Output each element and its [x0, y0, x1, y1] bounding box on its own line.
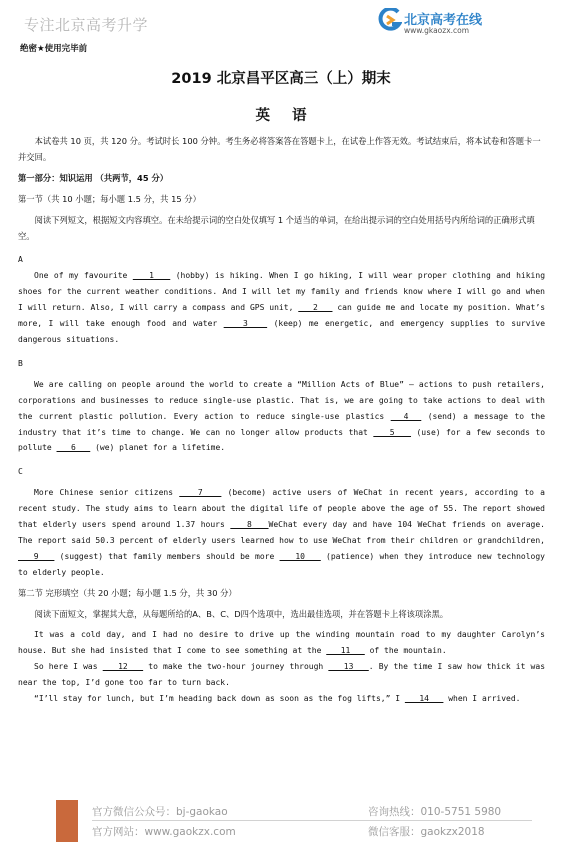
passage-text-run: “I’ll stay for lunch, but I’m heading back down as soon as the fog lifts,” I: [34, 694, 405, 704]
answer-blank: 8: [230, 520, 269, 530]
passage-text-run: . By the time I saw how thick it was near the top, I’d gone too far to turn back.: [18, 662, 546, 688]
gaokao-logo-icon: [378, 8, 402, 32]
passage-text-run: We are calling on people around the world to create a “Million Acts of Blue” — actions to push retailers, corporations and businesses to reduce single-use plastic. That is, we are going to take actions to deal with the current plastic pollution. Every action to reduce single-use plastics: [18, 379, 545, 421]
passage-text-run: (use) for a few seconds to pollute: [18, 427, 546, 453]
exam-content: [18, 134, 545, 707]
footer-divider: [92, 820, 532, 821]
section1-heading: 第一节（共 10 小题；每小题 1.5 分，共 15 分）: [18, 193, 201, 204]
passage-text-run: It was a cold day, and I had no desire to drive up the winding mountain road to my daughter Carolyn’s house. But she had insisted that I come to see something at the: [18, 630, 545, 656]
part1-heading: 第一部分：知识运用 （共两节，45 分）: [18, 172, 169, 183]
answer-blank: 3: [223, 319, 268, 329]
passage-text-run: WeChat every day and have 104 WeChat friends on average. The report said 50.3 percent of elderly users learned how to use WeChat from their children or grandchildren,: [18, 520, 545, 545]
answer-blank: 11: [326, 646, 365, 656]
passage-text-run: when I arrived.: [443, 694, 521, 704]
passage-b: [18, 356, 545, 456]
confidential-label: 绝密★使用完毕前: [20, 44, 88, 54]
cloze-paragraph: [18, 659, 545, 691]
answer-blank: 9: [18, 551, 55, 561]
passage-label: A: [18, 255, 23, 265]
passage-text-run: (patience) when they introduce new technology to elderly people.: [18, 551, 546, 577]
passage-label: C: [18, 467, 23, 477]
section2-heading: 第二节 完形填空（共 20 小题；每小题 1.5 分，共 30 分）: [18, 587, 237, 598]
answer-blank: 5: [373, 427, 412, 437]
header-slogan: 专注北京高考升学: [24, 16, 149, 34]
answer-blank: 7: [179, 488, 222, 498]
section1-instructions: 阅读下列短文，根据短文内容填空。在未给提示词的空白处仅填写 1 个适当的单词，在给出提示词的空白处用括号内所给词的正确形式填空。: [18, 214, 535, 241]
answer-blank: 14: [404, 694, 444, 704]
passage-text-run: (hobby) is hiking. When I go hiking, I will wear proper clothing and hiking shoes for the current weather conditions. And I will let my family and friends know where I will go and when I will return. Also, I will carry a compass and GPS unit,: [18, 271, 546, 313]
passage-text-run: can guide me and locate my position. What’s more, I will take enough food and water: [18, 303, 546, 329]
exam-instructions: 本试卷共 10 页，共 120 分。考试时长 100 分钟。考生务必将答案答在答题卡上，在试卷上作答无效。考试结束后，将本试卷和答题卡一并交回。: [18, 136, 541, 162]
answer-blank: 13: [328, 662, 369, 672]
passage-text-run: (we) planet for a lifetime.: [90, 443, 226, 453]
exam-title: 2019 北京昌平区高三（上）期末: [171, 71, 391, 87]
passage-text-run: (suggest) that family members should be more: [54, 551, 280, 561]
cloze-paragraph: [18, 691, 545, 707]
passage-c: [18, 464, 545, 580]
passage-text-run: (become) active users of WeChat in recent years, according to a recent study. The study aims to learn about the digital life of people above the age of 55. The report showed that elderly users spend around 1.37 hours: [18, 488, 545, 530]
answer-blank: 12: [102, 662, 144, 672]
header-brand-url: www.gkaozx.com: [404, 26, 470, 35]
footer-hotline: 咨询热线：010-5751 5980: [368, 806, 502, 818]
passage-text: [18, 268, 545, 348]
passage-text-run: to make the two-hour journey through: [143, 662, 329, 672]
page-footer: [0, 800, 562, 842]
passage-text-run: (keep) me energetic, and emergency supplies to survive dangerous situations.: [18, 319, 546, 344]
section2-instructions: 阅读下面短文，掌握其大意，从每题所给的A、B、C、D四个选项中，选出最佳选项，并在答题卡上将该项涂黑。: [34, 608, 449, 619]
passage-text-run: (send) a message to the industry that it’s time to change. We can no longer allow products that: [18, 411, 546, 437]
footer-service: 微信客服：gaokzx2018: [368, 826, 485, 838]
footer-accent-bar: [56, 800, 78, 842]
answer-blank: 1: [132, 271, 171, 281]
answer-blank: 2: [298, 303, 333, 313]
passage-a: [18, 252, 545, 347]
exam-subject: 英语: [255, 108, 329, 124]
passage-text-run: of the mountain.: [364, 646, 447, 656]
passage-text: [18, 485, 545, 580]
answer-blank: 10: [279, 551, 321, 561]
footer-website: 官方网站：www.gaokzx.com: [92, 826, 236, 838]
answer-blank: 6: [56, 443, 91, 453]
page-header: [0, 0, 562, 40]
cloze-paragraph: [18, 627, 545, 659]
passage-text-run: One of my favourite: [34, 271, 133, 281]
header-brand-name: 北京高考在线: [404, 13, 483, 28]
passage-text-run: So here I was: [34, 662, 103, 672]
passage-text-run: More Chinese senior citizens: [34, 488, 180, 498]
passage-label: B: [18, 358, 23, 368]
footer-wechat: 官方微信公众号：bj-gaokao: [92, 806, 228, 818]
answer-blank: 4: [390, 411, 422, 421]
passage-text: [18, 377, 545, 457]
